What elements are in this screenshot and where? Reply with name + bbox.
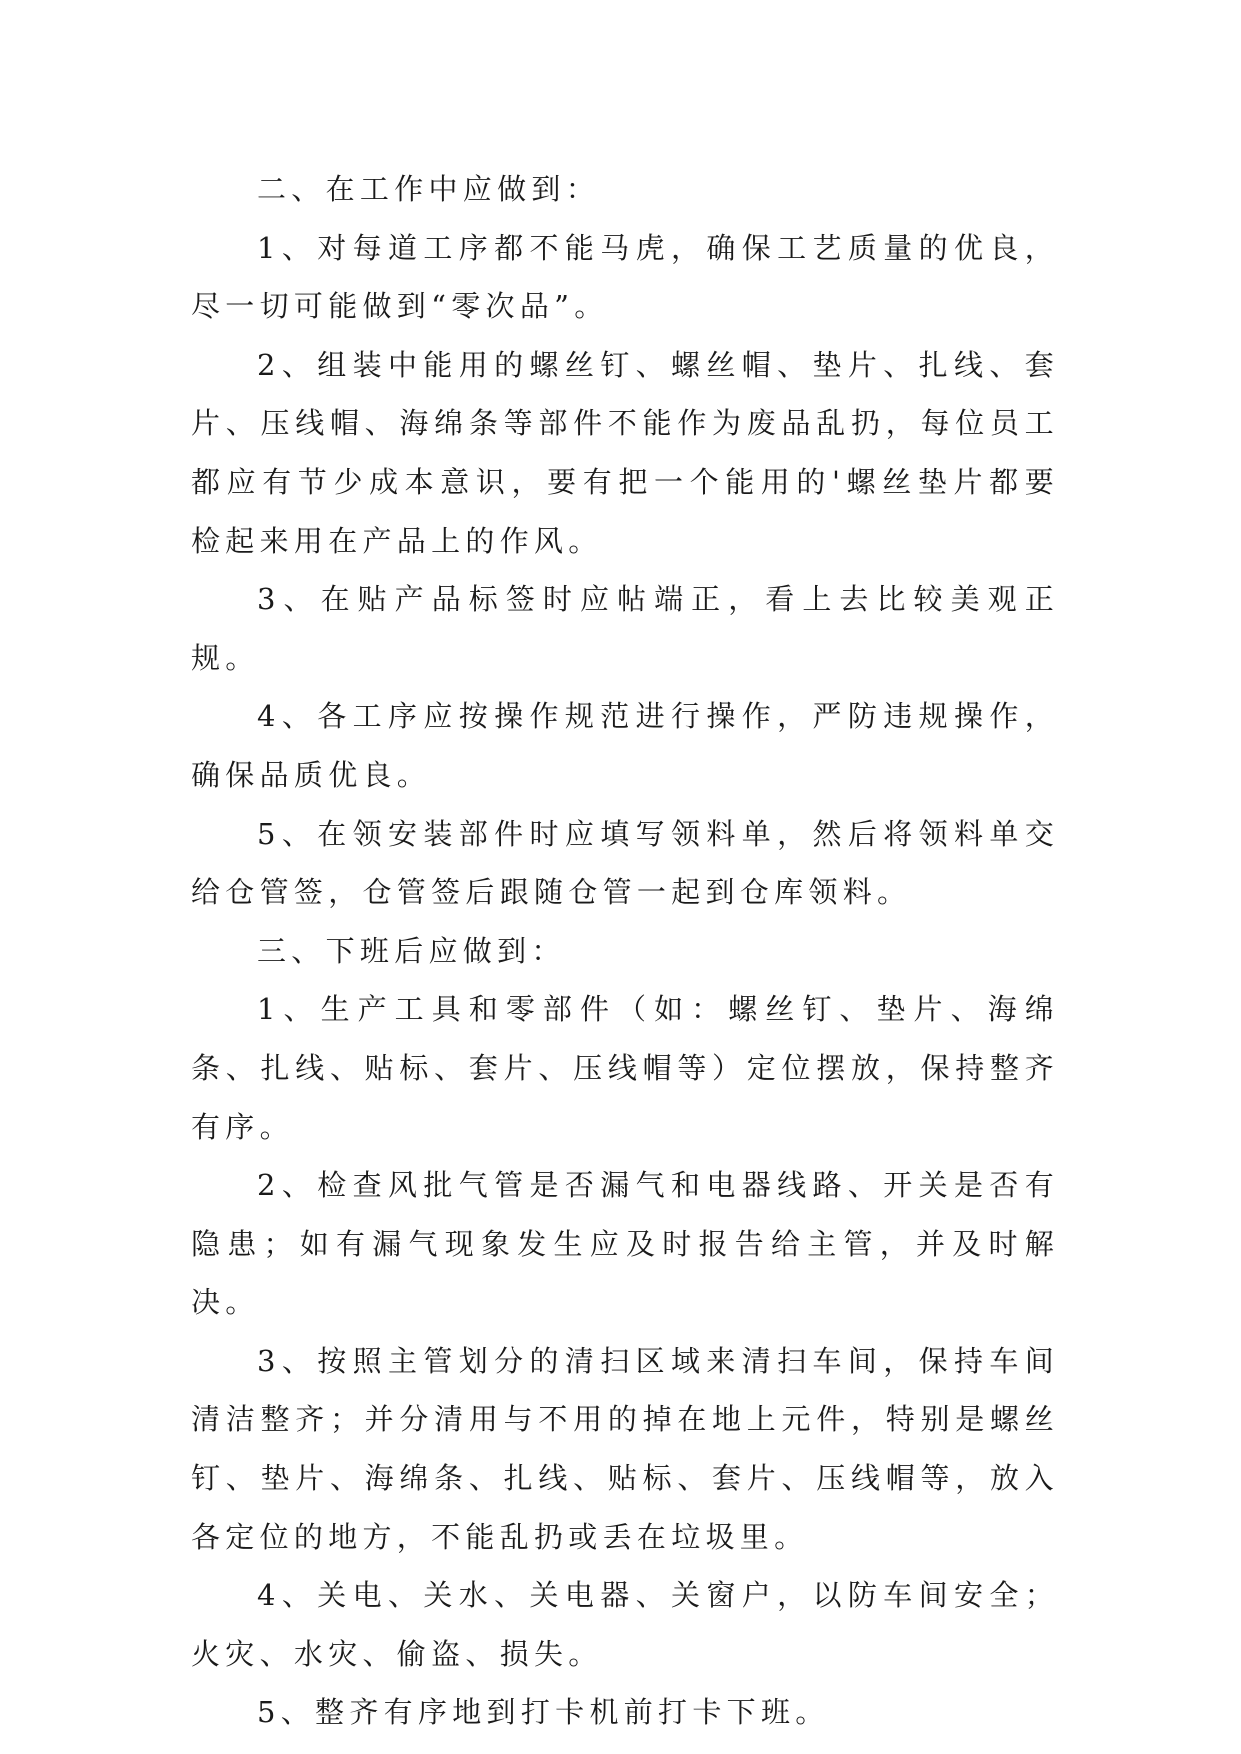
list-item: 5、整齐有序地到打卡机前打卡下班。	[257, 1695, 830, 1730]
list-item: 5、在领安装部件时应填写领料单，然后将领料单交给仓管签，仓管签后跟随仓管一起到仓库领料。	[191, 816, 1059, 910]
list-item: 4、关电、关水、关电器、关窗户，以防车间安全；火灾、水灾、偷盗、损失。	[191, 1578, 1059, 1671]
list-item: 2、检查风批气管是否漏气和电器线路、开关是否有隐患；如有漏气现象发生应及时报告给主管，并及时解决。	[191, 1168, 1059, 1320]
section-heading-3: 三、下班后应做到：	[257, 933, 566, 968]
document-page	[191, 160, 1059, 1742]
list-item: 3、在贴产品标签时应帖端正，看上去比较美观正规。	[191, 582, 1059, 675]
list-item: 1、对每道工序都不能马虎，确保工艺质量的优良，尽一切可能做到“零次品”。	[191, 230, 1059, 324]
section-heading-2: 二、在工作中应做到：	[257, 172, 601, 206]
list-item: 1、生产工具和零部件（如：螺丝钉、垫片、海绵条、扎线、贴标、套片、压线帽等）定位摆放，保持整齐有序。	[191, 992, 1059, 1144]
list-item: 2、组装中能用的螺丝钉、螺丝帽、垫片、扎线、套片、压线帽、海绵条等部件不能作为废品乱扔，每位员工都应有节少成本意识，要有把一个能用的'螺丝垫片都要检起来用在产品上的作风。	[191, 347, 1059, 558]
list-item: 4、各工序应按操作规范进行操作，严防违规操作，确保品质优良。	[191, 699, 1059, 792]
list-item: 3、按照主管划分的清扫区域来清扫车间，保持车间清洁整齐；并分清用与不用的掉在地上元件，特别是螺丝钉、垫片、海绵条、扎线、贴标、套片、压线帽等，放入各定位的地方，不能乱扔或丢在垃圾里。	[191, 1343, 1059, 1554]
